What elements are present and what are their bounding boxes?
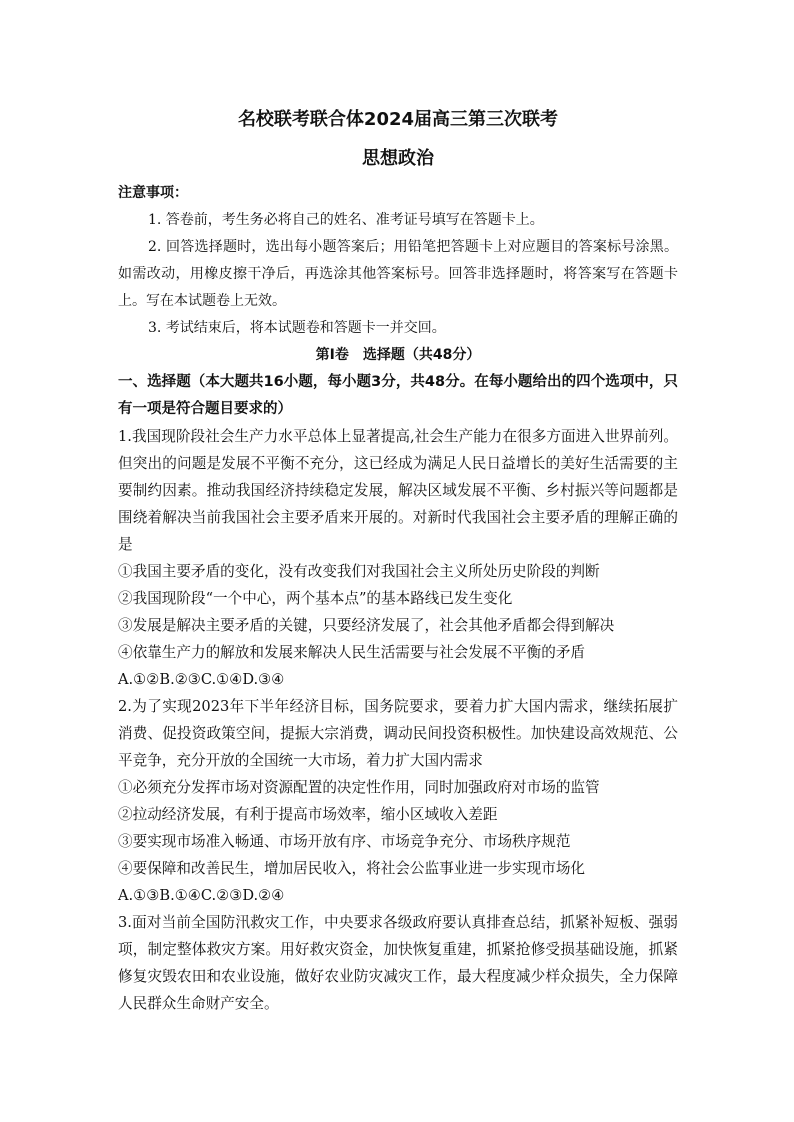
question-stem: 3.面对当前全国防汛救灾工作，中央要求各级政府要认真排查总结，抓紧补短板、强弱项，制定整体救灾方案。用好救灾资金，加快恢复重建，抓紧抢修受损基础设施，抓紧修复灾毁农田和农业设施，做好农业防灾减灾工作，最大程度减少样众损失，全力保障人民群众生命财产安全。: [118, 914, 678, 1012]
question-statement: ②我国现阶段“一个中心，两个基本点”的基本路线已发生变化: [118, 590, 513, 607]
question-statement: ④依靠生产力的解放和发展来解决人民生活需要与社会发展不平衡的矛盾: [118, 644, 586, 661]
section-title: 一、选择题（本大题共16小题，每小题3分，共48分。在每小题给出的四个选项中，只有一项是符合题目要求的）: [118, 374, 678, 417]
question-stem: 1.我国现阶段社会生产力水平总体上显著提高,社会生产能力在很多方面进入世界前列。但突出的问题是发展不平衡不充分，这已经成为满足人民日益增长的美好生活需要的主要制约因素。推动我国经济持续稳定发展，解决区域发展不平衡、乡村振兴等问题都是围绕着解决当前我国社会主要矛盾来开展的。对新时代我国社会主要矛盾的理解正确的是: [118, 428, 678, 553]
page-content: [118, 106, 678, 1017]
notice-heading: 注意事项：: [118, 185, 188, 201]
notice-item: 3. 考试结束后，将本试题卷和答题卡一并交回。: [148, 320, 446, 336]
question-2: [118, 693, 678, 909]
question-statement: ③要实现市场准入畅通、市场开放有序、市场竞争充分、市场秩序规范: [118, 833, 571, 850]
answer-choices: A.①③B.①④C.②③D.②④: [118, 887, 285, 904]
notice-item: 2. 回答选择题时，选出每小题答案后；用铅笔把答题卡上对应题目的答案标号涂黑。如需改动，用橡皮擦干净后，再选涂其他答案标号。回答非选择题时，将答案写在答题卡上。写在本试题卷上无效。: [118, 239, 678, 309]
question-statement: ④要保障和改善民生，增加居民收入，将社会公监事业进一步实现市场化: [118, 860, 586, 877]
part-title: 第Ⅰ卷 选择题（共48分）: [315, 347, 481, 363]
answer-choices: A.①②B.②③C.①④D.③④: [118, 671, 285, 688]
question-statement: ①必须充分发挥市场对资源配置的决定性作用，同时加强政府对市场的监管: [118, 779, 600, 796]
question-statement: ②拉动经济发展，有利于提高市场效率，缩小区域收入差距: [118, 806, 498, 823]
notice-block: [118, 180, 678, 342]
notice-item: 1. 答卷前，考生务必将自己的姓名、准考证号填写在答题卡上。: [148, 212, 544, 228]
question-3: [118, 909, 678, 1017]
question-statement: ③发展是解决主要矛盾的关键，只要经济发展了，社会其他矛盾都会得到解决: [118, 617, 615, 634]
question-stem: 2.为了实现2023年下半年经济目标，国务院要求，要着力扩大国内需求，继续拓展扩消费、促投资政策空间，提振大宗消费，调动民间投资积极性。加快建设高效规范、公平竞争，充分开放的全国统一大市场，着力扩大国内需求: [118, 698, 678, 769]
subject-title: 思想政治: [362, 148, 434, 169]
question-statement: ①我国主要矛盾的变化，没有改变我们对我国社会主义所处历史阶段的判断: [118, 563, 600, 580]
exam-title: 名校联考联合体2024届高三第三次联考: [237, 109, 559, 130]
question-1: [118, 423, 678, 693]
